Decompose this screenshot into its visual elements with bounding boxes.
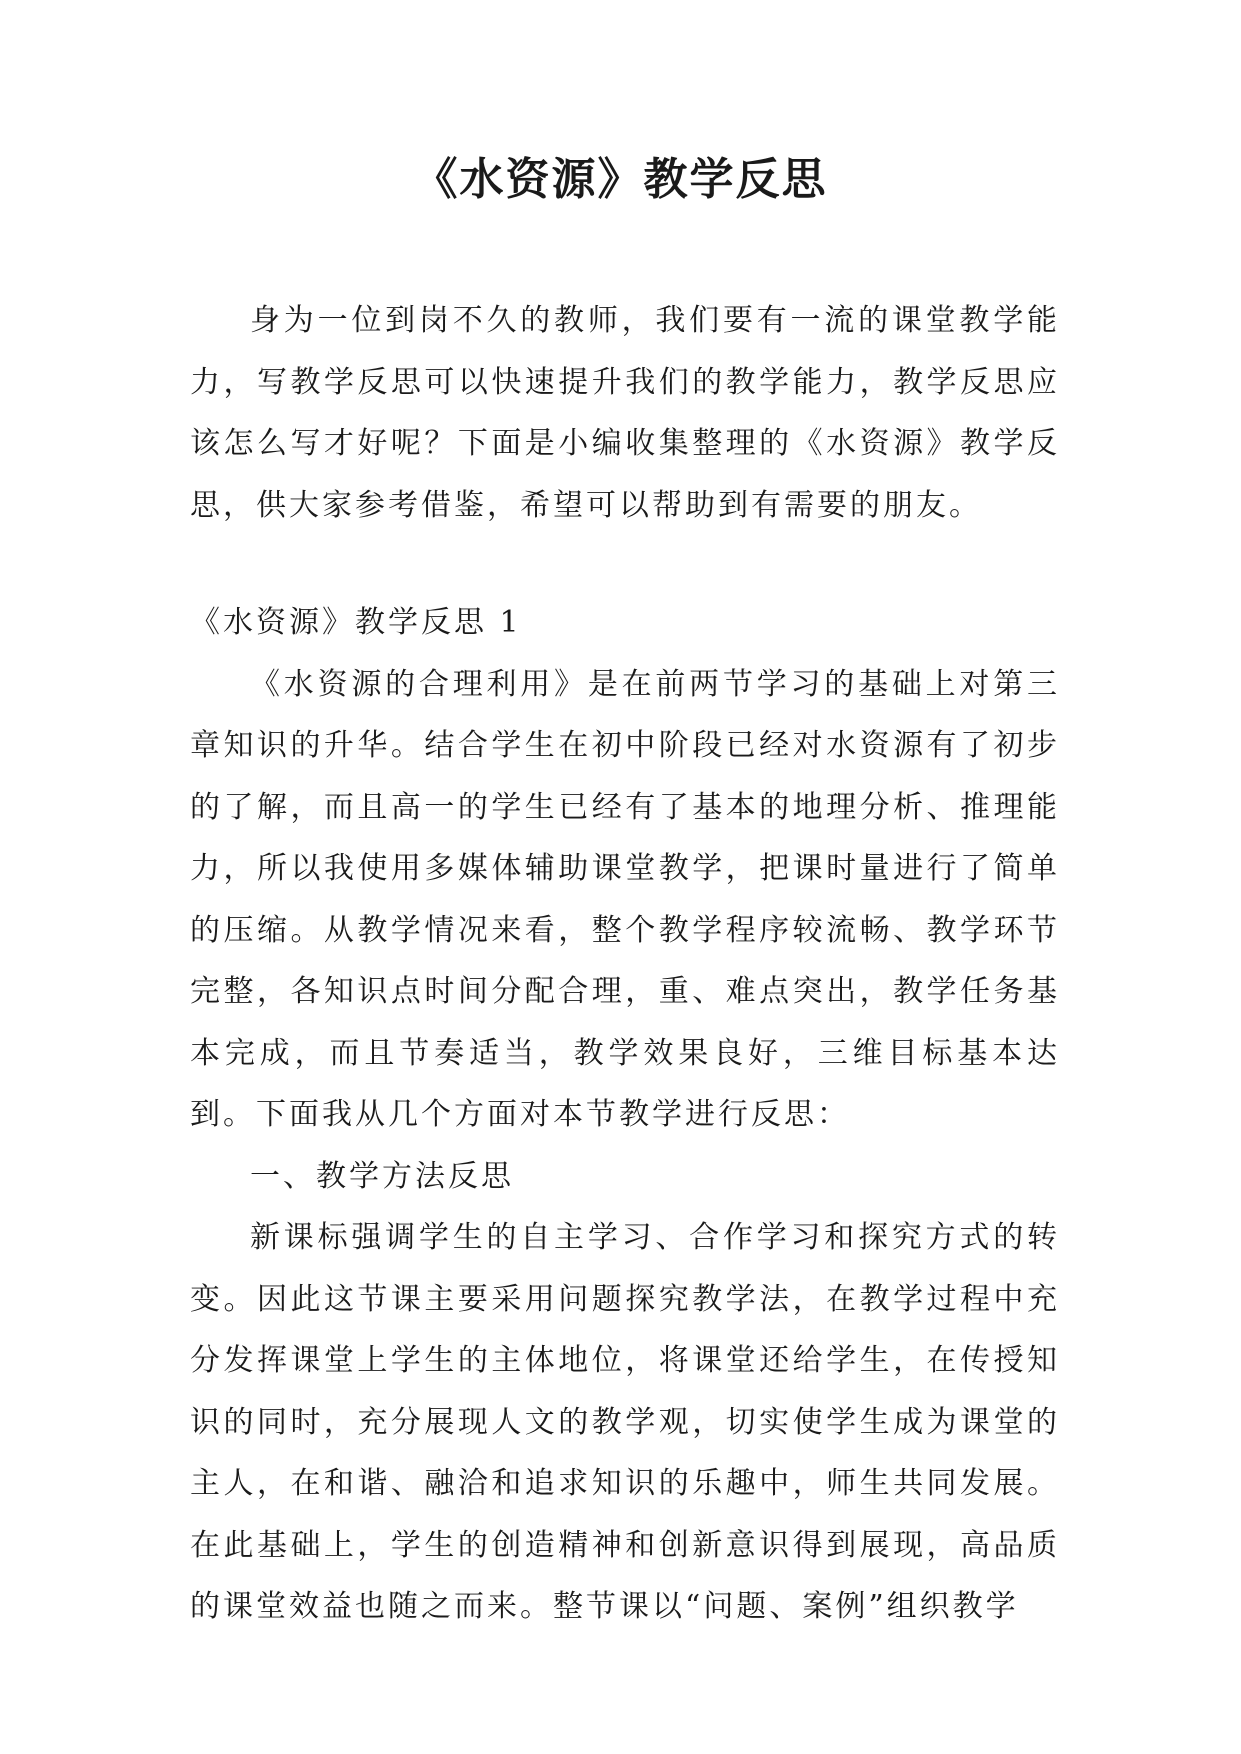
section-paragraph: 《水资源的合理利用》是在前两节学习的基础上对第三章知识的升华。结合学生在初中阶段已经对水资源有了初步的了解，而且高一的学生已经有了基本的地理分析、推理能力，所以我使用多媒体辅助课堂教学，把课时量进行了简单的压缩。从教学情况来看，整个教学程序较流畅、教学环节完整，各知识点时间分配合理，重、难点突出，教学任务基本完成，而且节奏适当，教学效果良好，三维目标基本达到。下面我从几个方面对本节教学进行反思： bbox=[190, 666, 1060, 1132]
document-body bbox=[190, 290, 1060, 1638]
subsection-paragraph: 新课标强调学生的自主学习、合作学习和探究方式的转变。因此这节课主要采用问题探究教学法，在教学过程中充分发挥课堂上学生的主体地位，将课堂还给学生，在传授知识的同时，充分展现人文的教学观，切实使学生成为课堂的主人，在和谐、融洽和追求知识的乐趣中，师生共同发展。在此基础上，学生的创造精神和创新意识得到展现，高品质的课堂效益也随之而来。整节课以“问题、案例”组织教学 bbox=[190, 1220, 1060, 1624]
intro-paragraph: 身为一位到岗不久的教师，我们要有一流的课堂教学能力，写教学反思可以快速提升我们的教学能力，教学反思应该怎么写才好呢？下面是小编收集整理的《水资源》教学反思，供大家参考借鉴，希望可以帮助到有需要的朋友。 bbox=[190, 303, 1060, 523]
subsection-heading: 一、教学方法反思 bbox=[250, 1158, 514, 1194]
document-title: 《水资源》教学反思 bbox=[413, 154, 828, 205]
section-heading: 《水资源》教学反思 1 bbox=[190, 605, 522, 640]
